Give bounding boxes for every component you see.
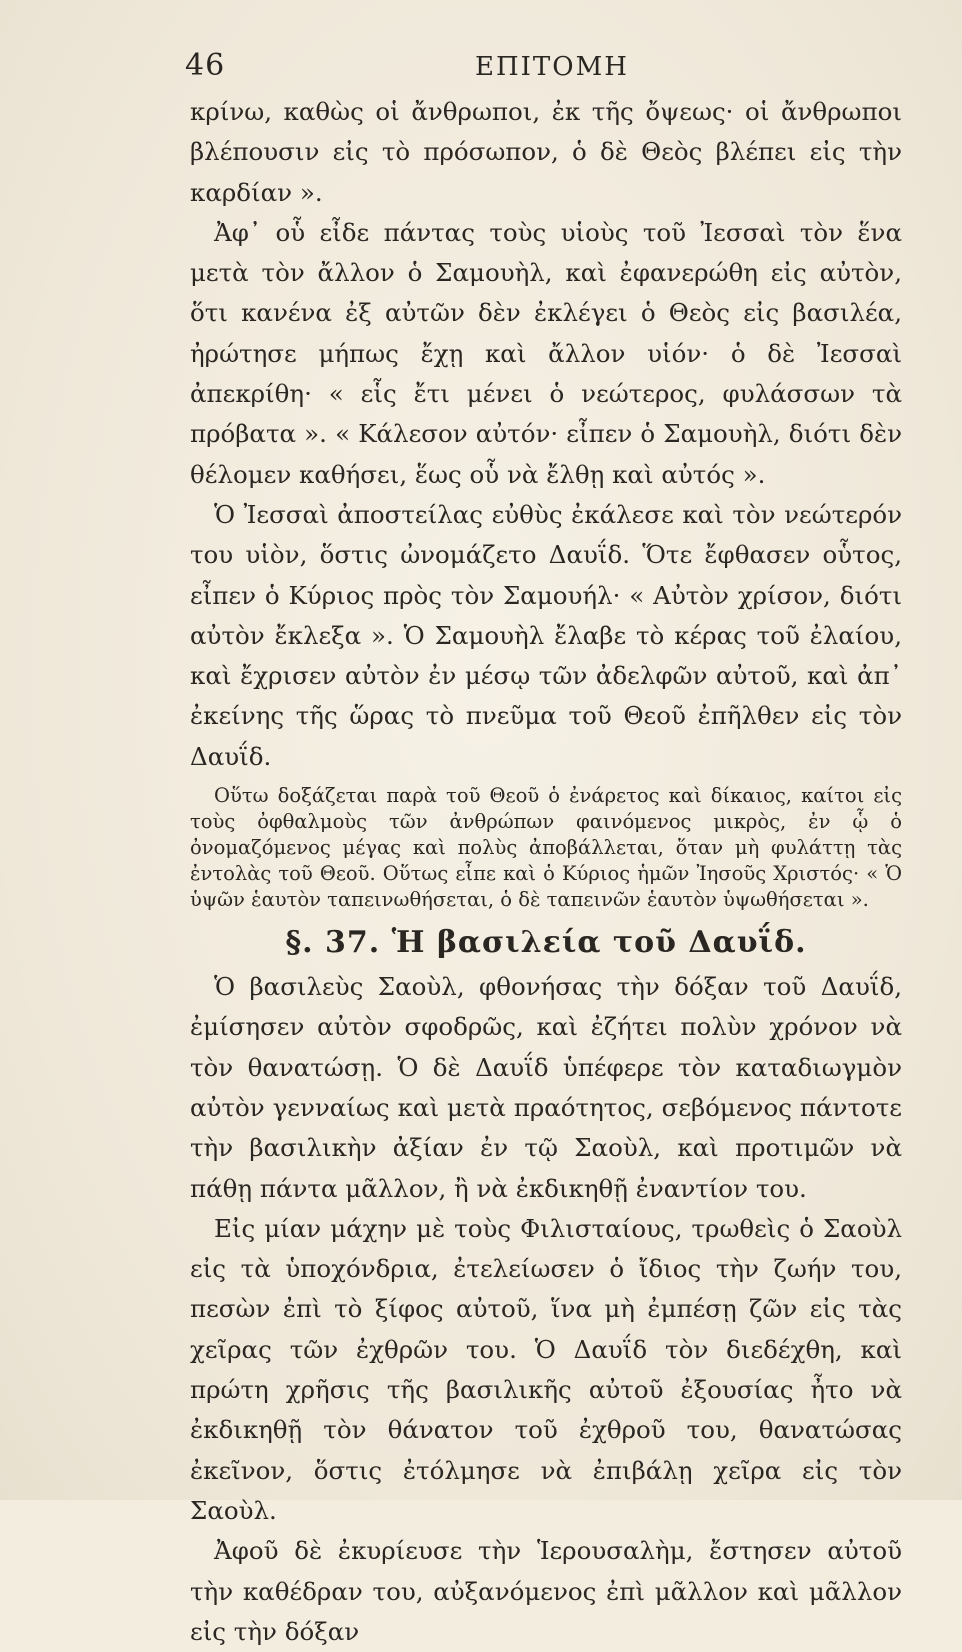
- page-header: [175, 48, 905, 88]
- section-heading: §. 37. Ἡ βασιλεία τοῦ Δαυΐδ.: [285, 925, 807, 961]
- body-text: [190, 92, 902, 1652]
- paragraph-saul-death: Εἰς μίαν μάχην μὲ τοὺς Φιλισταίους, τρωθεὶς ὁ Σαοὺλ εἰς τὰ ὑποχόνδρια, ἐτελείωσεν ὁ ἴδιος τὴν ζωήν του, πεσὼν ἐπὶ τὸ ξίφος αὐτοῦ, ἵνα μὴ ἐμπέσῃ ζῶν εἰς τὰς χεῖρας τῶν ἐχθρῶν του. Ὁ Δαυΐδ τὸν διεδέχθη, καὶ πρώτη χρῆσις τῆς βασιλικῆς αὐτοῦ ἐξουσίας ἦτο νὰ ἐκδικηθῇ τὸν θάνατον τοῦ ἐχθροῦ του, θανατώσας ἐκεῖνον, ὅστις ἐτόλμησε νὰ ἐπιβάλῃ χεῖρα εἰς τὸν Σαοὺλ.: [190, 1213, 902, 1525]
- paragraph-continuation: κρίνω, καθὼς οἱ ἄνθρωποι, ἐκ τῆς ὄψεως· οἱ ἄνθρωποι βλέπουσιν εἰς τὸ πρόσωπον, ὁ δὲ Θεὸς βλέπει εἰς τὴν καρδίαν ».: [190, 97, 902, 207]
- paragraph-jerusalem: Ἀφοῦ δὲ ἐκυρίευσε τὴν Ἱερουσαλὴμ, ἔστησεν αὐτοῦ τὴν καθέδραν του, αὐξανόμενος ἐπὶ μᾶλλον καὶ μᾶλλον εἰς τὴν δόξαν: [190, 1536, 902, 1646]
- running-title: ΕΠΙΤΟΜΗ: [475, 52, 629, 82]
- paragraph-david-anointed: Ὁ Ἰεσσαὶ ἀποστείλας εὐθὺς ἐκάλεσε καὶ τὸν νεώτερόν του υἱὸν, ὅστις ὠνομάζετο Δαυΐδ. Ὅτε ἔφθασεν οὗτος, εἶπεν ὁ Κύριος πρὸς τὸν Σαμουήλ· « Αὐτὸν χρίσον, διότι αὐτὸν ἔκλεξα ». Ὁ Σαμουὴλ ἔλαβε τὸ κέρας τοῦ ἐλαίου, καὶ ἔχρισεν αὐτὸν ἐν μέσῳ τῶν ἀδελφῶν αὐτοῦ, καὶ ἀπ᾽ ἐκείνης τῆς ὥρας τὸ πνεῦμα τοῦ Θεοῦ ἐπῆλθεν εἰς τὸν Δαυΐδ.: [190, 499, 902, 771]
- paragraph-saul-envy: Ὁ βασιλεὺς Σαοὺλ, φθονήσας τὴν δόξαν τοῦ Δαυΐδ, ἐμίσησεν αὐτὸν σφοδρῶς, καὶ ἐζήτει πολὺν χρόνον νὰ τὸν θανατώσῃ. Ὁ δὲ Δαυΐδ ὑπέφερε τὸν καταδιωγμὸν αὐτὸν γενναίως καὶ μετὰ πραότητος, σεβόμενος πάντοτε τὴν βασιλικὴν ἀξίαν ἐν τῷ Σαοὺλ, καὶ προτιμῶν νὰ πάθῃ πάντα μᾶλλον, ἢ νὰ ἐκδικηθῇ ἐναντίον του.: [190, 972, 902, 1203]
- paragraph-samuel-sons: Ἀφ᾽ οὗ εἶδε πάντας τοὺς υἱοὺς τοῦ Ἰεσσαὶ τὸν ἕνα μετὰ τὸν ἄλλον ὁ Σαμουὴλ, καὶ ἐφανερώθη εἰς αὐτὸν, ὅτι κανένα ἐξ αὐτῶν δὲν ἐκλέγει ὁ Θεὸς εἰς βασιλέα, ἠρώτησε μήπως ἔχῃ καὶ ἄλλον υἱόν· ὁ δὲ Ἰεσσαὶ ἀπεκρίθη· « εἷς ἔτι μένει ὁ νεώτερος, φυλάσσων τὰ πρόβατα ». « Κάλεσον αὐτόν· εἶπεν ὁ Σαμουὴλ, διότι δὲν θέλομεν καθήσει, ἕως οὗ νὰ ἔλθῃ καὶ αὐτός ».: [190, 217, 902, 489]
- moral-note: Οὕτω δοξάζεται παρὰ τοῦ Θεοῦ ὁ ἐνάρετος καὶ δίκαιος, καίτοι εἰς τοὺς ὀφθαλμοὺς τῶν ἀνθρώπων φαινόμενος μικρὸς, ἐν ᾧ ὁ ὀνομαζόμενος μέγας καὶ πολὺς ἀποβάλλεται, ὅταν μὴ φυλάττῃ τὰς ἐντολὰς τοῦ Θεοῦ. Οὕτως εἶπε καὶ ὁ Κύριος ἡμῶν Ἰησοῦς Χριστός· « Ὁ ὑψῶν ἑαυτὸν ταπεινωθήσεται, ὁ δὲ ταπεινῶν ἑαυτὸν ὑψωθήσεται ».: [190, 784, 902, 912]
- page-number: 46: [185, 48, 226, 83]
